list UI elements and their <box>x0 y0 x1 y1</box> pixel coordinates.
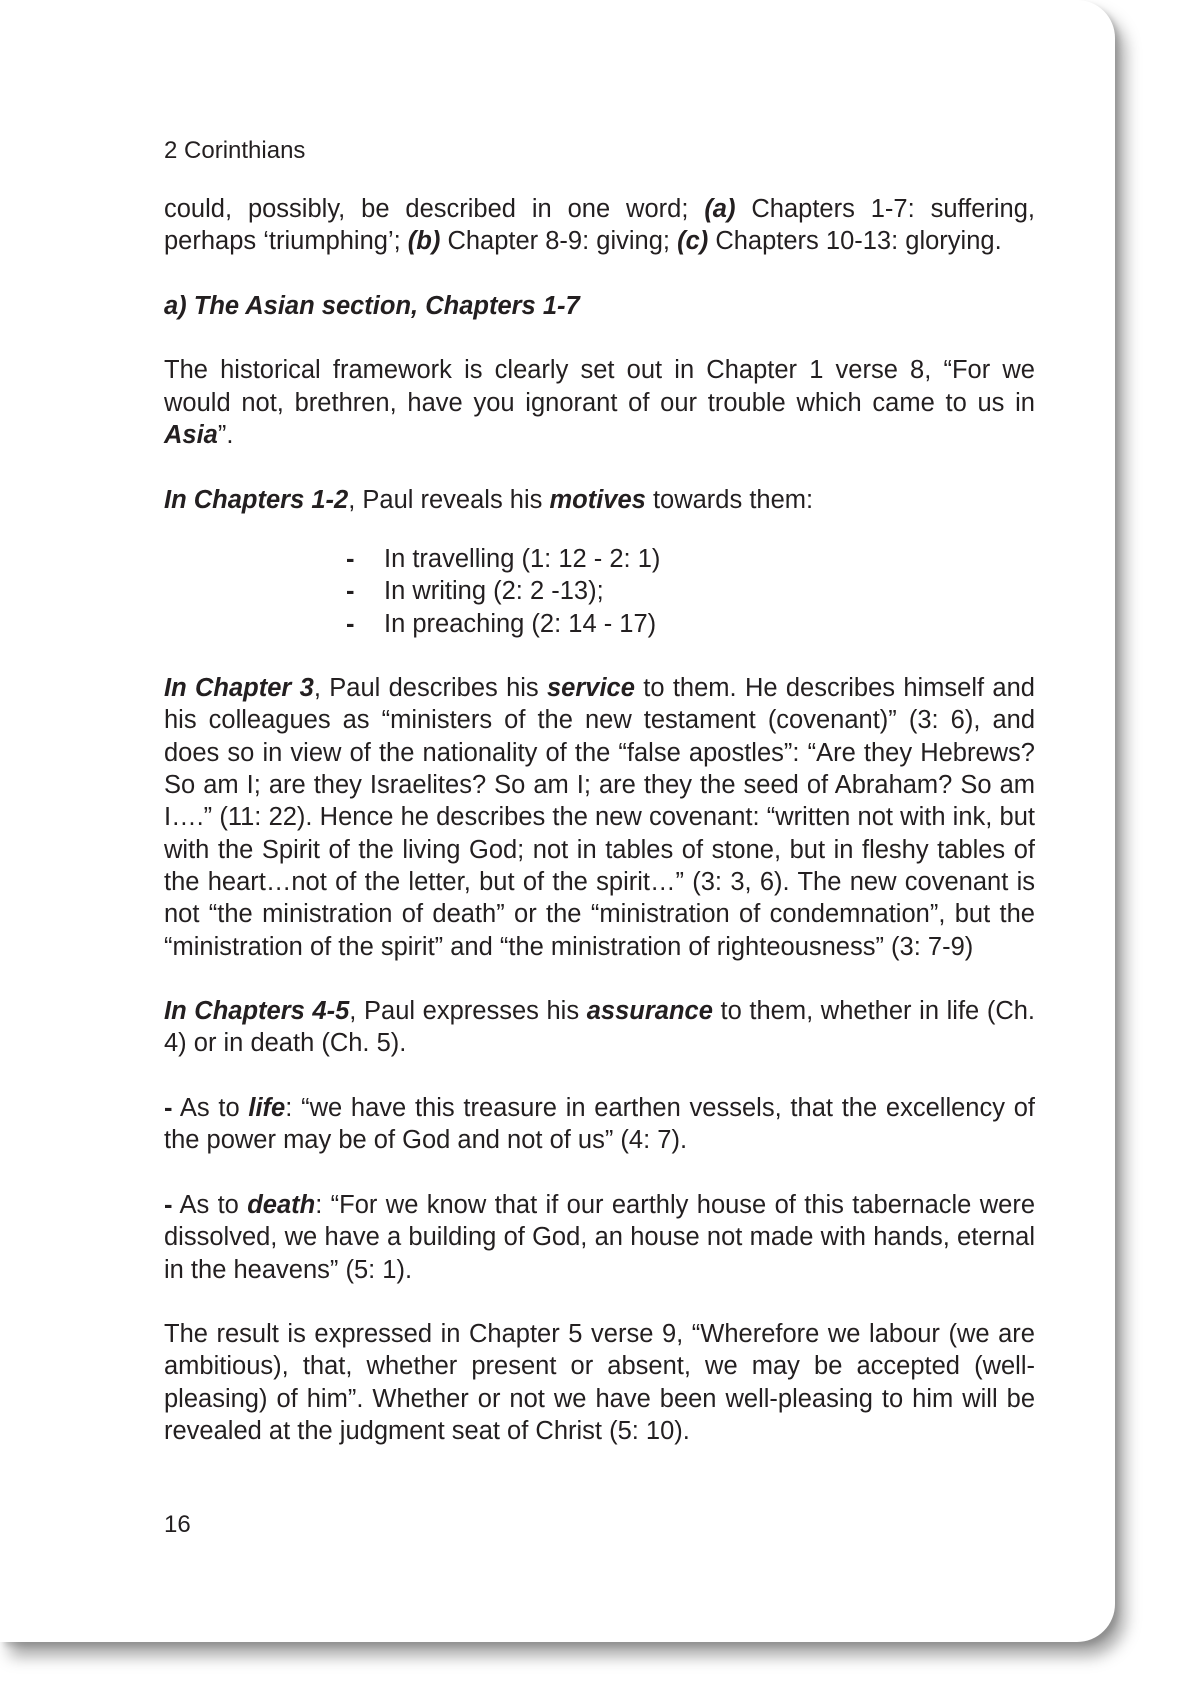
chapter-3-text-1: , Paul describes his <box>313 674 547 703</box>
list-item-text: In writing (2: 2 -13); <box>384 577 604 606</box>
death-text-0: As to <box>172 1190 248 1219</box>
intro-text-2: Chapters 1-7: suffering, perhaps ‘triumphing’; <box>164 195 1036 256</box>
intro-marker-c: (c) <box>677 227 709 256</box>
list-item-text: In travelling (1: 12 - 2: 1) <box>384 544 661 573</box>
list-item-text: In preaching (2: 14 - 17) <box>384 609 657 638</box>
death-word: death <box>247 1190 316 1219</box>
list-dash: - <box>346 544 355 573</box>
intro-paragraph <box>164 193 1035 258</box>
historical-asia: Asia <box>164 421 218 450</box>
chapter-3-paragraph <box>164 672 1035 963</box>
life-text-1: : “we have this treasure in earthen vessels, that the excellency of the power may be of God and not of us” (4: 7). <box>164 1094 1035 1155</box>
chapters-1-2-motives: motives <box>549 485 646 514</box>
list-item <box>346 575 1035 607</box>
page-body <box>164 193 1035 1480</box>
chapters-1-2-lead: In Chapters 1-2 <box>164 485 349 514</box>
chapter-3-lead: In Chapter 3 <box>164 674 314 703</box>
list-dash: - <box>346 577 355 606</box>
death-paragraph <box>164 1189 1035 1286</box>
motives-list <box>164 528 1035 640</box>
page-number: 16 <box>164 1511 191 1538</box>
historical-paragraph <box>164 354 1035 451</box>
chapters-1-2-paragraph <box>164 484 1035 516</box>
intro-text-4: Chapters 10-13: glorying. <box>708 227 1002 256</box>
death-text-1: : “For we know that if our earthly house of this tabernacle were dissolved, we have a building of God, an house not made with hands, eternal in the heavens” (5: 1). <box>164 1190 1035 1284</box>
intro-marker-a: (a) <box>704 195 736 223</box>
list-item <box>346 608 1035 640</box>
result-paragraph: The result is expressed in Chapter 5 verse 9, “Wherefore we labour (we are ambitious), that, whether present or absent, we may be accepted (well-pleasing) of him”. Whether or not we have been well-pleasing to him will be revealed at the judgment seat of Christ (5: 10). <box>164 1320 1035 1445</box>
chapters-4-5-assurance: assurance <box>586 997 713 1026</box>
chapter-3-text-2: to them. He describes himself and his colleagues as “ministers of the new testament (covenant)” (3: 6), and does so in view of the nationality of the “false apostles”: “Are they Hebrews? So am I; are they Israelites? So am I; are they the seed of Abraham? So am I….” (11: 22). Hence he describes the new covenant: “written not with ink, but with the Spirit of the living God; not in tables of stone, but in fleshy tables of the heart…not of the letter, but of the spirit…” (3: 3, 6). The new covenant is not “the ministration of death” or the “ministration of condemnation”, but the “ministration of the spirit” and “the ministration of righteousness” (3: 7-9) <box>164 674 1035 961</box>
running-header: 2 Corinthians <box>164 137 306 164</box>
death-dash: - <box>164 1190 173 1219</box>
life-word: life <box>248 1094 286 1123</box>
list-dash: - <box>346 609 355 638</box>
life-text-0: As to <box>172 1094 249 1123</box>
chapters-4-5-text-1: , Paul expresses his <box>349 997 587 1026</box>
chapters-1-2-text-2: towards them: <box>645 485 814 514</box>
historical-text-2: ”. <box>217 421 234 450</box>
chapter-3-service: service <box>547 674 635 703</box>
historical-text-1: The historical framework is clearly set out in Chapter 1 verse 8, “For we would not, brethren, have you ignorant of our trouble which came to us in <box>164 356 1035 417</box>
chapters-1-2-text-1: , Paul reveals his <box>348 485 550 514</box>
section-heading: a) The Asian section, Chapters 1-7 <box>164 291 580 320</box>
intro-text-1: could, possibly, be described in one word; <box>164 195 705 223</box>
list-item <box>346 543 1035 575</box>
life-dash: - <box>164 1094 173 1123</box>
life-paragraph <box>164 1092 1035 1157</box>
intro-text-3: Chapter 8-9: giving; <box>440 227 678 256</box>
chapters-4-5-text-2: to them, whether in life (Ch. 4) or in death (Ch. 5). <box>164 997 1036 1058</box>
chapters-4-5-lead: In Chapters 4-5 <box>164 997 350 1026</box>
chapters-4-5-paragraph <box>164 995 1035 1060</box>
intro-marker-b: (b) <box>407 227 441 256</box>
